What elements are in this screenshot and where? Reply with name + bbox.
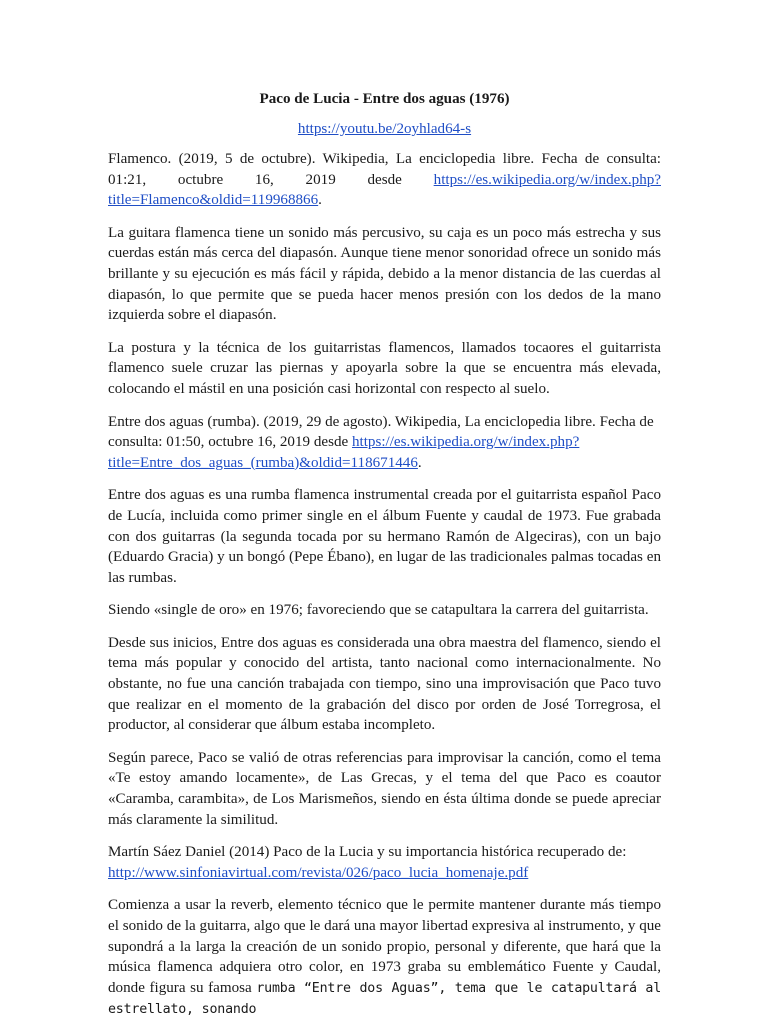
paragraph-single-de-oro: Siendo «single de oro» en 1976; favoreciendo que se catapultara la carrera del guitarrista. xyxy=(108,602,649,619)
citation-entre-dos-aguas-text: Entre dos aguas (rumba). (2019, 29 de agosto). Wikipedia, La enciclopedia libre. Fecha de consulta: 01:50, octubre 16, 2019 desde xyxy=(108,413,654,451)
paragraph-guitarra-flamenca: La guitara flamenca tiene un sonido más percusivo, su caja es un poco más estrecha y sus cuerdas están más cerca del diapasón. Aunque tiene menor sonoridad ofrece un sonido más brillante y su ejecución es más fácil y rápida, debido a la menor distancia de las cuerdas al diapasón, lo que permite que se pueda hacer menos presión con los dedos de la mano izquierda sobre el diapasón. xyxy=(108,224,661,324)
citation-flamenco xyxy=(108,149,661,211)
paragraph-referencias: Según parece, Paco se valió de otras referencias para improvisar la canción, como el tema «Te estoy amando locamente», de Las Grecas, y el tema del que Paco es coautor «Caramba, carambita», de Los Marismeños, siendo en ésta última donde se puede apreciar más claramente la similitud. xyxy=(108,749,661,828)
video-link-line xyxy=(108,118,661,140)
citation-entre-dos-aguas xyxy=(108,412,661,474)
paragraph-postura: La postura y la técnica de los guitarristas flamencos, llamados tocaores el guitarrista flamenco suele cruzar las piernas y apoyarla sobre la que se encuentra más elevada, colocando el mástil en una posición casi horizontal con respecto al suelo. xyxy=(108,339,661,397)
sinfonia-virtual-link[interactable]: http://www.sinfoniavirtual.com/revista/026/paco_lucia_homenaje.pdf xyxy=(108,864,529,881)
citation-entre-dos-aguas-period: . xyxy=(417,454,422,471)
youtube-link[interactable]: https://youtu.be/2oyhlad64-s xyxy=(297,121,472,137)
paragraph-obra-maestra: Desde sus inicios, Entre dos aguas es considerada una obra maestra del flamenco, siendo el tema más popular y conocido del artista, tanto nacional como internacionalmente. No obstante, no fue una canción trabajada con tiempo, sino una improvisación que Paco tuvo que realizar en el momento de la grabación del disco por orden de José Torregrosa, el productor, al considerar que álbum estaba incompleto. xyxy=(108,634,661,734)
paragraph-reverb-tail: rumba “Entre dos Aguas”, tema que le catapultará al estrellato, sonando xyxy=(108,980,662,1018)
citation-flamenco-period: . xyxy=(318,192,322,209)
paragraph-reverb-text: Comienza a usar la reverb, elemento técnico que le permite mantener durante más tiempo el sonido de la guitarra, algo que le dará una mayor libertad expresiva al instrumento, y que supondrá a la larga la creación de un sonido propio, personal y diferente, que hará que la música flamenca adquiera otro color, en 1973 graba su emblemático Fuente y Caudal, donde figura su famosa xyxy=(108,897,661,996)
document-page xyxy=(108,88,661,1033)
citation-flamenco-text: Flamenco. (2019, 5 de octubre). Wikipedia, La enciclopedia libre. Fecha de consulta: 01:21, octubre 16, 2019 desde xyxy=(108,151,661,188)
document-title: Paco de Lucia - Entre dos aguas (1976) xyxy=(259,91,510,107)
citation-sinfonia-virtual-text: Martín Sáez Daniel (2014) Paco de la Lucia y su importancia histórica recuperado de: xyxy=(108,844,627,861)
paragraph-reverb xyxy=(108,895,661,1021)
paragraph-rumba-flamenca: Entre dos aguas es una rumba flamenca instrumental creada por el guitarrista español Paco de Lucía, incluida como primer single en el álbum Fuente y caudal de 1973. Fue grabada con dos guitarras (la segunda tocada por su hermano Ramón de Algeciras), con un bajo (Eduardo Gracia) y un bongó (Pepe Ébano), en lugar de las tradicionales palmas tocadas en las rumbas. xyxy=(108,487,661,586)
wikipedia-flamenco-link[interactable]: https://es.wikipedia.org/w/index.php?title=Flamenco&oldid=119968866 xyxy=(108,171,661,209)
citation-sinfonia-virtual xyxy=(108,842,661,883)
wikipedia-entre-dos-aguas-link[interactable]: https://es.wikipedia.org/w/index.php?title=Entre_dos_aguas_(rumba)&oldid=118671446 xyxy=(108,434,580,471)
